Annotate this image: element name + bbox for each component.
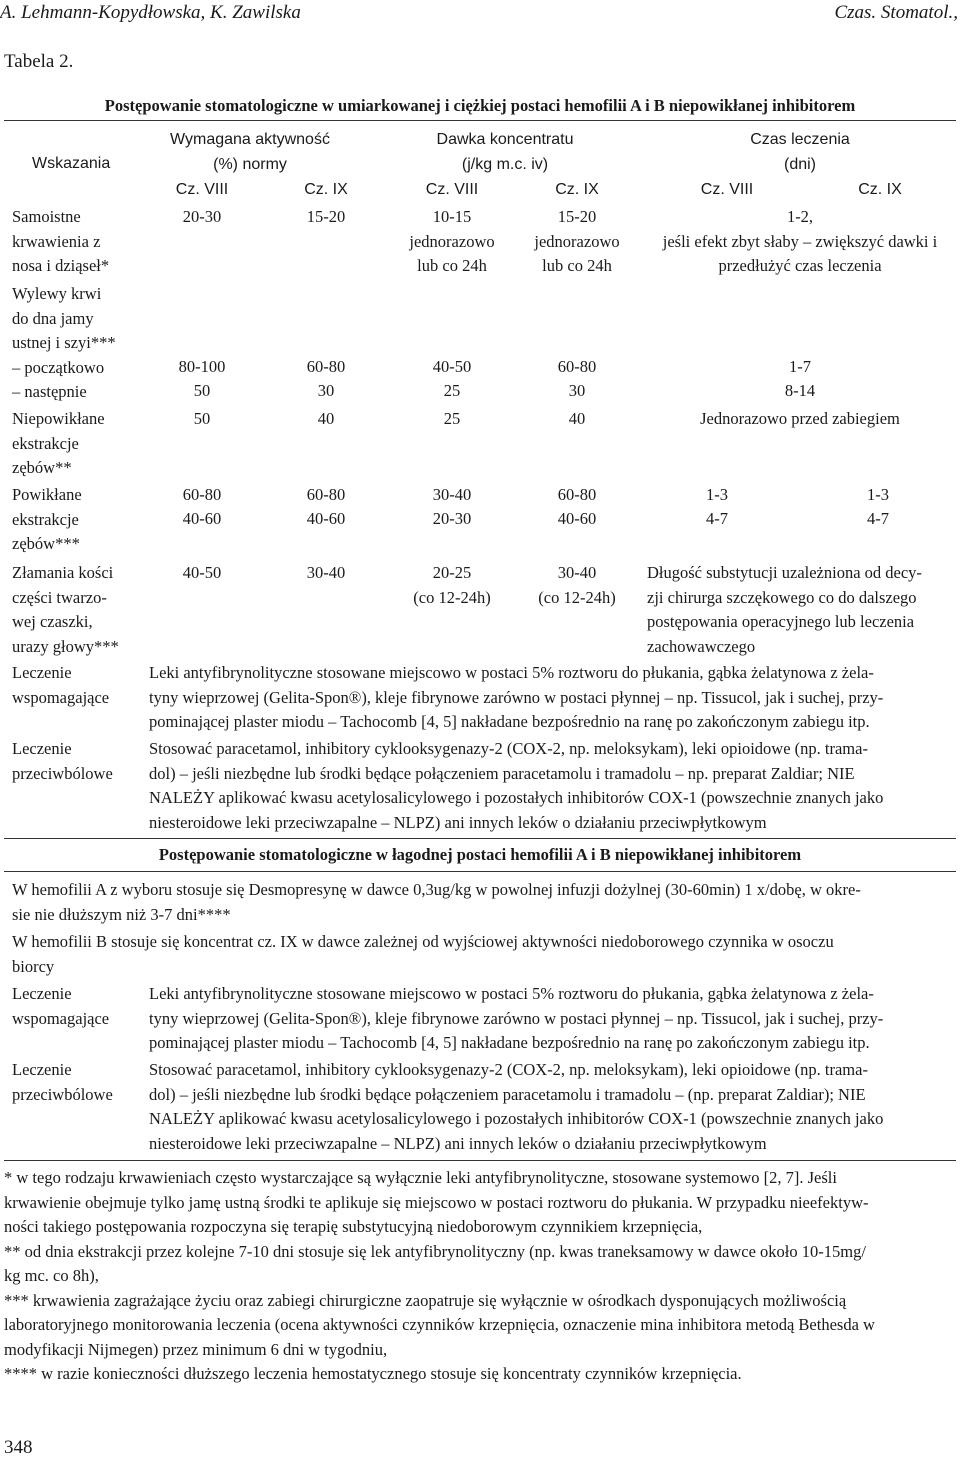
row2b-time: 8-14	[784, 381, 816, 400]
row1-dose-ix: 15-20 jednorazowo lub co 24h	[534, 207, 620, 275]
divider	[4, 120, 956, 121]
row4b-time-viii: 4-7	[706, 509, 728, 528]
pain-text: Stosować paracetamol, inhibitory cyklooksygenazy-2 (COX-2, np. meloksykam), leki opioidowe (np. trama- dol) – jeśli niezbędne lub środki będące połączeniem paracetamolu i tramadolu – (np. preparat Zaldiar); NIE NALEŻY aplikować kwasu acetylosalicylowego i pozostałych inhibitorów COX-1 (powszechnie znanych jako niesteroidowe leki przeciwzapalne – NLPZ) ani innych leków o działaniu przeciwpłytkowym	[149, 1060, 884, 1153]
hemophilia-b-text: W hemofilii B stosuje się koncentrat cz. IX w dawce zależnej od wyjściowej aktywności niedoborowego czynnika w osoczu biorcy	[12, 932, 834, 976]
row5-label: Złamania kości części twarzo- wej czaszki, urazy głowy***	[12, 563, 119, 656]
row7-label: Leczenie przeciwbólowe	[12, 739, 113, 783]
row3-act-ix: 40	[317, 409, 335, 428]
row7-text: Stosować paracetamol, inhibitory cyklooksygenazy-2 (COX-2, np. meloksykam), leki opioidowe (np. trama- dol) – jeśli niezbędne lub środki będące połączeniem paracetamolu i tramadolu – np. preparat Zaldiar; NIE NALEŻY aplikować kwasu acetylosalicylowego i pozostałych inhibitorów COX-1 (powszechnie znanych jako niesteroidowe leki przeciwzapalne – NLPZ) ani innych leków o działaniu przeciwpłytkowym	[149, 739, 884, 832]
row4a-dose-ix: 60-80	[557, 485, 597, 504]
row2b-dose-ix: 30	[568, 381, 586, 400]
row5-dose-ix: 30-40 (co 12-24h)	[538, 563, 616, 607]
hemophilia-a-text: W hemofilii A z wyboru stosuje się Desmopresynę w dawce 0,3ug/kg w powolnej infuzji dożylnej (30-60min) 1 x/dobę, w okre- sie nie dłuższym niż 3-7 dni****	[12, 880, 861, 924]
row2-label: Wylewy krwi do dna jamy ustnej i szyi*** – początkowo – następnie	[12, 284, 116, 401]
row4a-time-viii: 1-3	[706, 485, 728, 504]
row2a-act-viii: 80-100	[178, 357, 226, 376]
divider	[4, 1160, 956, 1161]
row2b-act-viii: 50	[193, 381, 211, 400]
row1-act-ix: 15-20	[306, 207, 346, 226]
row3-label: Niepowikłane ekstrakcje zębów**	[12, 409, 105, 477]
row4a-dose-viii: 30-40	[432, 485, 472, 504]
table-title: Postępowanie stomatologiczne w umiarkowanej i ciężkiej postaci hemofilii A i B niepowikłanej inhibitorem	[104, 96, 856, 115]
support-label: Leczenie wspomagające	[12, 984, 110, 1028]
row3-dose-viii: 25	[443, 409, 461, 428]
row4-label: Powikłane ekstrakcje zębów***	[12, 485, 82, 553]
row4a-act-viii: 60-80	[182, 485, 222, 504]
row6-label: Leczenie wspomagające	[12, 663, 110, 707]
footnotes: * w tego rodzaju krwawieniach często wystarczające są wyłącznie leki antyfibrynolityczne, stosowane systemowo [2, 7]. Jeśli krwawienie obejmuje tylko jamę ustną środki te aplikuje się miejscowo w postaci roztworu do płukania. W przypadku nieefektyw- ności takiego postępowania rozpoczyna się terapię substytucyjną niedoborowym czynnikiem krzepnięcia, ** od dnia ekstrakcji przez kolejne 7-10 dni stosuje się lek antyfibrynolityczny (np. kwas traneksamowy w dawce około 10-15mg/ kg mc. co 8h), *** krwawienia zagrażające życiu oraz zabiegi chirurgiczne zaopatruje się wyłącznie w ośrodkach dysponujących możliwością laboratoryjnego monitorowania leczenia (ocena aktywności czynników krzepnięcia, oznaczenie mina inhibitora metodą Bethesda w modyfikacji Nijmegen) przez minimum 6 dni w tygodniu, **** w razie konieczności dłuższego leczenia hemostatycznego stosuje się koncentraty czynników krzepnięcia.	[4, 1168, 875, 1383]
running-header-authors: A. Lehmann-Kopydłowska, K. Zawilska	[0, 2, 301, 23]
row2b-act-ix: 30	[317, 381, 335, 400]
subheader-act-viii: Cz. VIII	[175, 181, 229, 198]
row1-act-viii: 20-30	[182, 207, 222, 226]
row2a-time: 1-7	[789, 357, 811, 376]
row3-time: Jednorazowo przed zabiegiem	[700, 409, 900, 428]
row4b-dose-viii: 20-30	[432, 509, 472, 528]
table-label: Tabela 2.	[4, 51, 74, 72]
row5-time: Długość substytucji uzależniona od decy- zji chirurga szczękowego co do dalszego postępowania operacyjnego lub leczenia zachowawczego	[647, 563, 922, 656]
col-header-indication: Wskazania	[32, 155, 111, 172]
pain-label: Leczenie przeciwbólowe	[12, 1060, 113, 1104]
divider	[4, 838, 956, 839]
subheader-time-ix: Cz. IX	[858, 181, 902, 198]
row4a-time-ix: 1-3	[867, 485, 889, 504]
row5-act-viii: 40-50	[182, 563, 222, 582]
row2a-dose-viii: 40-50	[432, 357, 472, 376]
subheader-dose-viii: Cz. VIII	[425, 181, 479, 198]
row4b-time-ix: 4-7	[867, 509, 889, 528]
running-header-journal: Czas. Stomatol.,	[834, 2, 958, 23]
row1-time: 1-2, jeśli efekt zbyt słaby – zwiększyć dawki i przedłużyć czas leczenia	[662, 207, 938, 275]
row5-act-ix: 30-40	[306, 563, 346, 582]
divider	[4, 871, 956, 872]
row4b-act-ix: 40-60	[306, 509, 346, 528]
col-header-time: Czas leczenia (dni)	[750, 131, 850, 173]
row4b-act-viii: 40-60	[182, 509, 222, 528]
subheader-time-viii: Cz. VIII	[700, 181, 754, 198]
subheader-act-ix: Cz. IX	[304, 181, 348, 198]
row2b-dose-viii: 25	[443, 381, 461, 400]
subheader-dose-ix: Cz. IX	[555, 181, 599, 198]
section2-title: Postępowanie stomatologiczne w łagodnej postaci hemofilii A i B niepowikłanej inhibitorem	[158, 845, 802, 864]
col-header-activity: Wymagana aktywność (%) normy	[170, 131, 330, 173]
row2a-dose-ix: 60-80	[557, 357, 597, 376]
row4a-act-ix: 60-80	[306, 485, 346, 504]
row3-act-viii: 50	[193, 409, 211, 428]
row1-dose-viii: 10-15 jednorazowo lub co 24h	[409, 207, 495, 275]
row3-dose-ix: 40	[568, 409, 586, 428]
row6-text: Leki antyfibrynolityczne stosowane miejscowo w postaci 5% roztworu do płukania, gąbka żelatynowa z żela- tyny wieprzowej (Gelita-Spon®), kleje fibrynowe zarówno w postaci płynnej – np. Tissucol, jak i suchej, przy- pominającej plaster miodu – Tachocomb [4, 5] nakładane bezpośrednio na ranę po zakończonym zabiegu itp.	[149, 663, 884, 731]
page-number: 348	[4, 1437, 33, 1458]
row5-dose-viii: 20-25 (co 12-24h)	[413, 563, 491, 607]
col-header-dose: Dawka koncentratu (j/kg m.c. iv)	[436, 131, 574, 173]
support-text: Leki antyfibrynolityczne stosowane miejscowo w postaci 5% roztworu do płukania, gąbka żelatynowa z żela- tyny wieprzowej (Gelita-Spon®), kleje fibrynowe zarówno w postaci płynnej – np. Tissucol, jak i suchej, przy- pominającej plaster miodu – Tachocomb [4, 5] nakładane bezpośrednio na ranę po zakończonym zabiegu itp.	[149, 984, 884, 1052]
row1-label: Samoistne krwawienia z nosa i dziąseł*	[12, 207, 110, 275]
row2a-act-ix: 60-80	[306, 357, 346, 376]
row4b-dose-ix: 40-60	[557, 509, 597, 528]
